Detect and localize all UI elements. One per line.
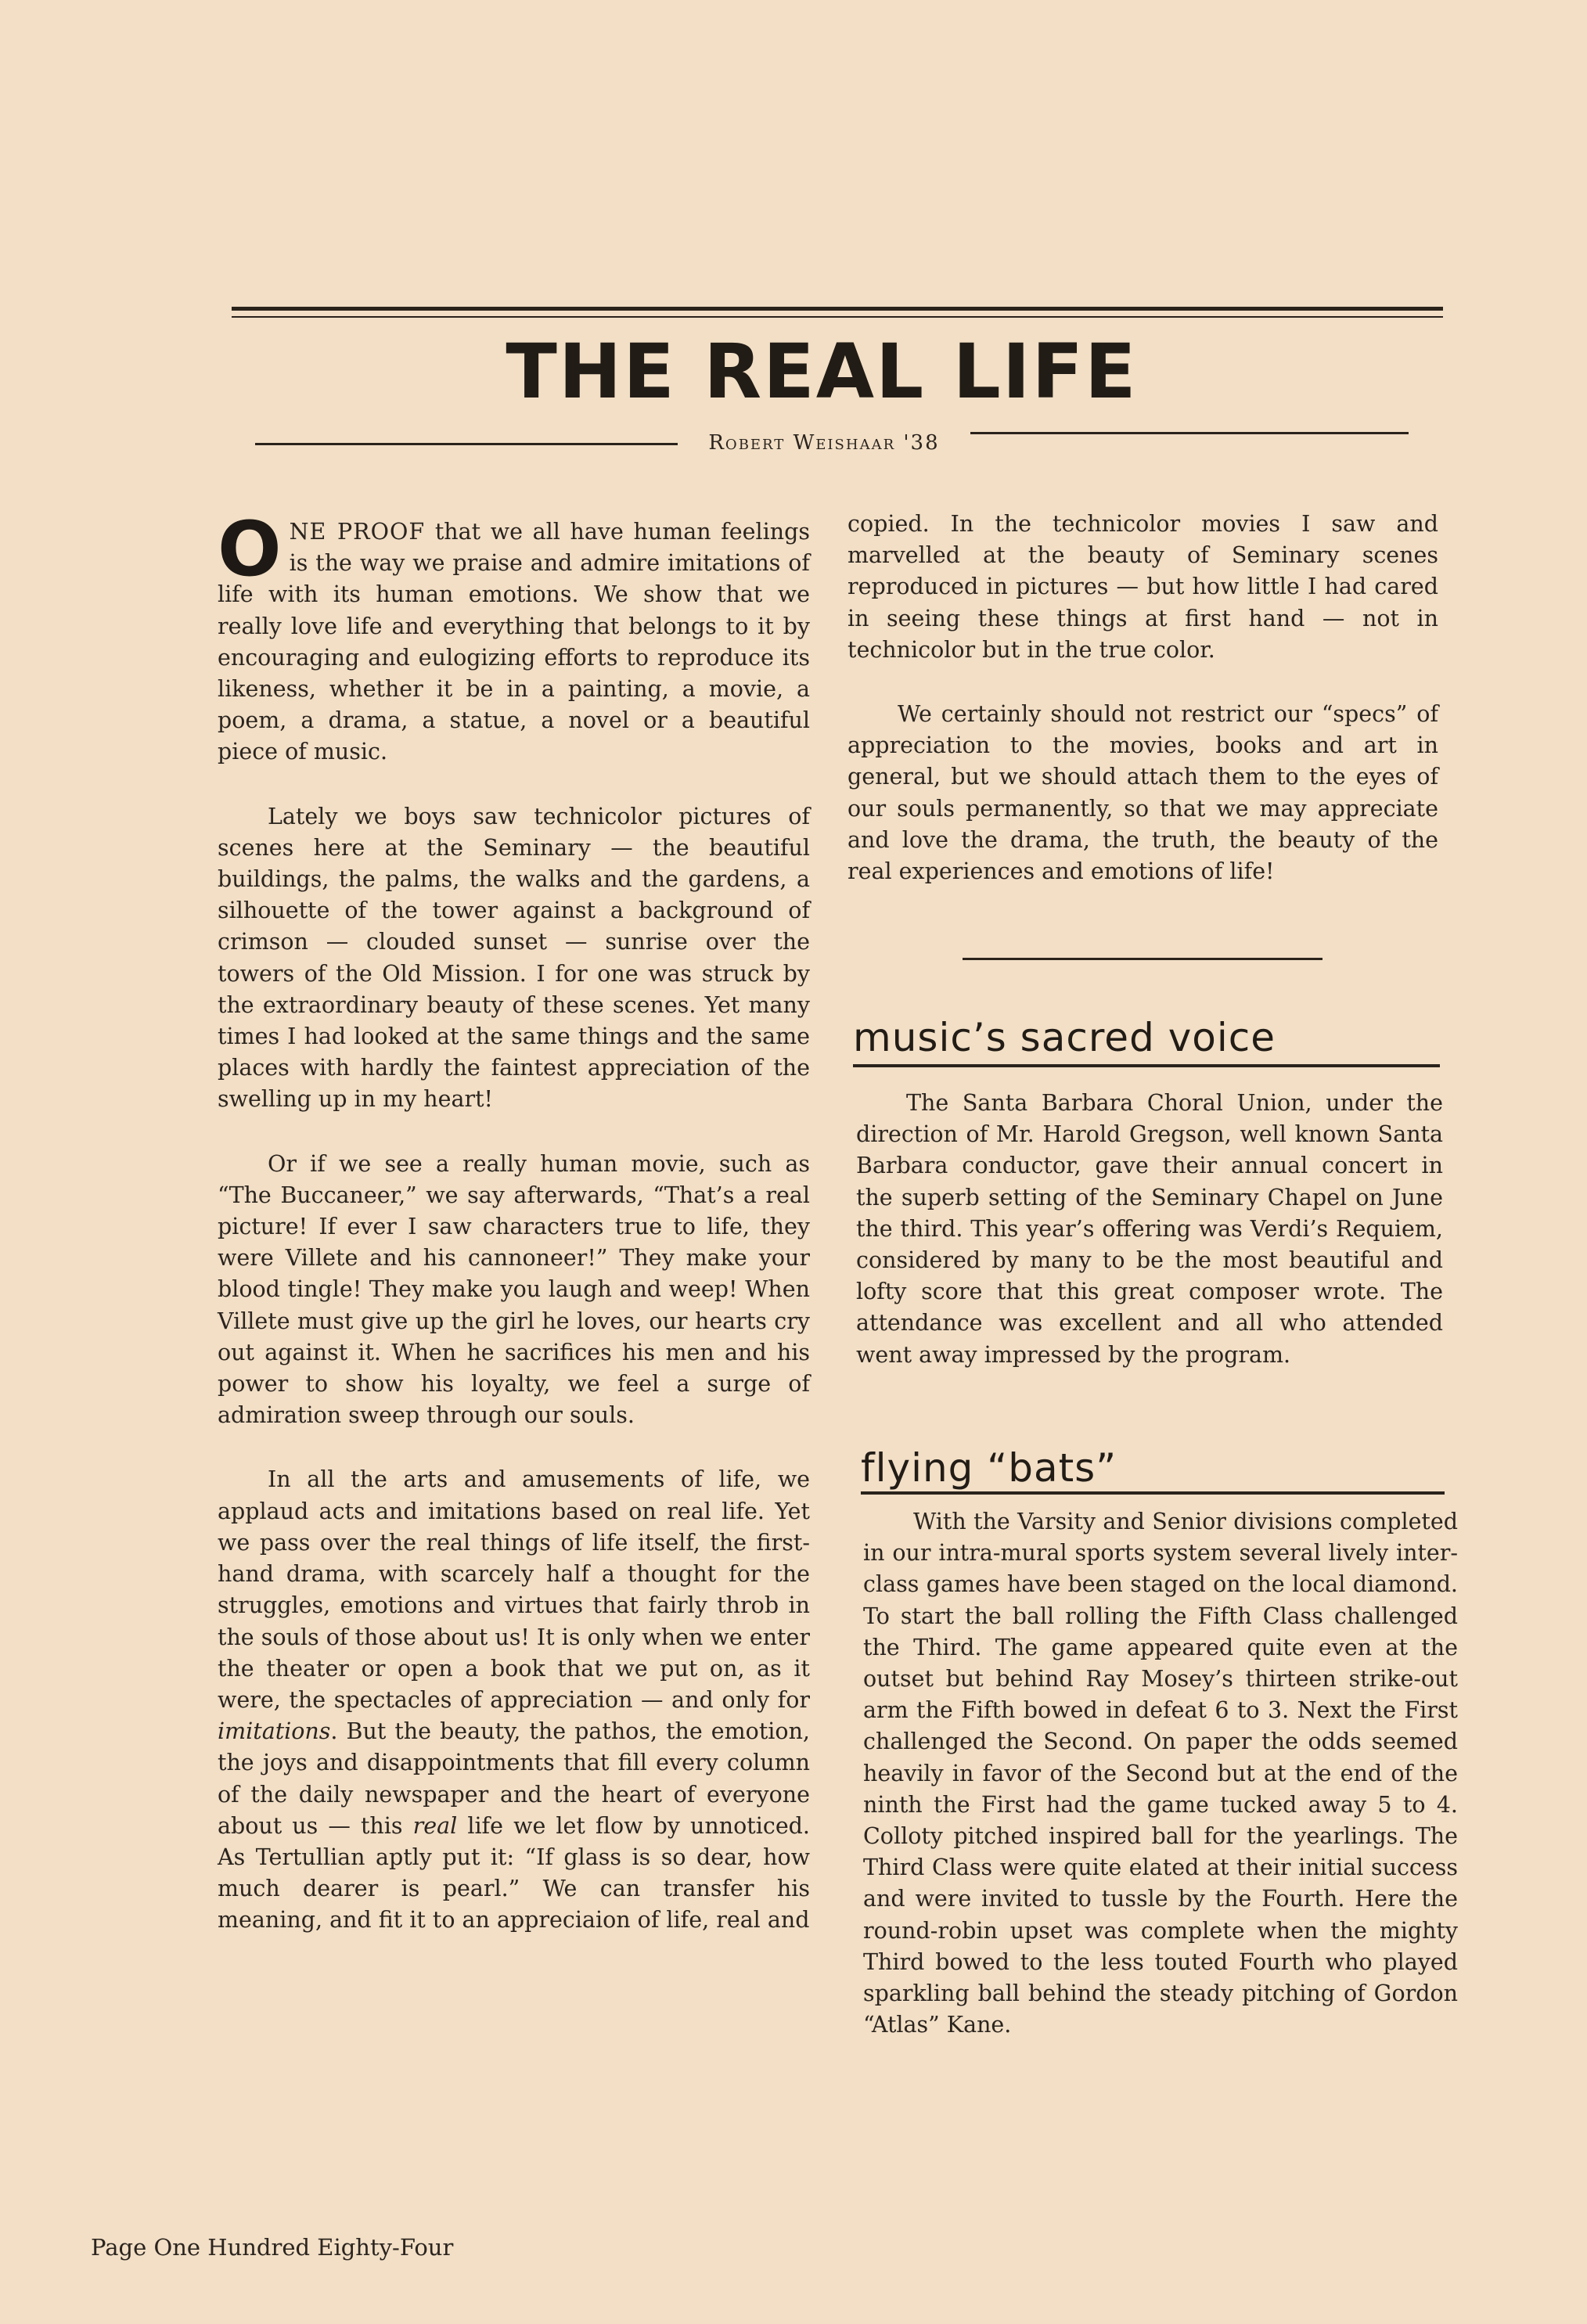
article-paragraph-3: Or if we see a really human movie, such as “The Buccaneer,” we say afterwards, “That’s a real picture! If ever I saw characters true to life, they were Villete and his cannoneer!” They make your blood tingle! They make you laugh and weep! When Villete must give up the girl he loves, our hearts cry out against it. When he sacrifices his men and his power to show his loyalty, we feel a surge of admiration sweep through our souls. xyxy=(218,1150,810,1429)
header-rule-bottom xyxy=(232,316,1443,318)
paragraph-text: . But the beauty, the pathos, the emotion, the joys and disappointments that fill every column of the daily newspaper and the heart of everyone about us — this xyxy=(218,1718,810,1839)
section-body-bats xyxy=(863,1506,1458,2041)
paragraph-text: that we all have human feelings is the way we praise and admire imitations of life with its human emotions. We show that we really love life and everything that belongs to it by encouraging and eulogizing efforts to reproduce its likeness, whether it be in a painting, a movie, a poem, a drama, a statue, a novel or a beautiful piece of music. xyxy=(218,519,810,765)
article-byline: Robert Weishaar '38 xyxy=(708,431,940,455)
article-paragraph-4 xyxy=(218,1464,810,1936)
byline-rule-left xyxy=(255,443,678,445)
header-rule-top xyxy=(232,307,1443,311)
article-end-divider xyxy=(963,958,1322,960)
paragraph-text: life we let flow by unnoticed. As Tertullian aptly put it: “If glass is so dear, how much dearer is pearl.” We can transfer his meaning, and fit it to an appreciaion of life, real and xyxy=(218,1812,810,1934)
article-column-left xyxy=(218,505,810,1937)
article-paragraph-2: Lately we boys saw technicolor pictures of scenes here at the Seminary — the beautiful buildings, the palms, the walks and the gardens, a silhouette of the tower against a background of crimson — clouded sunset — sunrise over the towers of the Old Mission. I for one was struck by the extraordinary beauty of these scenes. Yet many times I had looked at the same things and the same places with hardly the faintest appreciation of the swelling up in my heart! xyxy=(218,803,810,1113)
section-body-music xyxy=(856,1088,1443,1371)
article-column-right xyxy=(847,509,1438,887)
drop-cap: O xyxy=(218,505,282,593)
section-heading-bats: flying “bats” xyxy=(861,1445,1117,1491)
article-paragraph-6: We certainly should not restrict our “specs” of appreciation to the movies, books and art in general, but we should attach them to the eyes of our souls permanently, so that we may appreciate and love the drama, the truth, the beauty of the real experiences and emotions of life! xyxy=(847,701,1438,885)
article-paragraph-1 xyxy=(218,505,810,768)
article-paragraph-5: copied. In the technicolor movies I saw and marvelled at the beauty of Seminary scenes reproduced in pictures — but how little I had cared in seeing these things at first hand — not in technicolor but in the true color. xyxy=(847,511,1438,663)
section-rule-music xyxy=(853,1064,1440,1067)
emphasis-text: real xyxy=(412,1812,458,1839)
page-number-label: Page One Hundred Eighty-Four xyxy=(91,2234,454,2261)
bats-paragraph: With the Varsity and Senior divisions completed in our intra-mural sports system several lively inter-class games have been staged on the local diamond. To start the ball rolling the Fifth Class challenged the Third. The game appeared quite even at the outset but behind Ray Mosey’s thirteen strike-out arm the Fifth bowed in defeat 6 to 3. Next the First challenged the Second. On paper the odds seemed heavily in favor of the Second but at the end of the ninth the First had the game tucked away 5 to 4. Colloty pitched inspired ball for the yearlings. The Third Class were quite elated at their initial success and were invited to tussle by the Fourth. Here the round-robin upset was complete when the mighty Third bowed to the less touted Fourth who played sparkling ball behind the steady pitching of Gordon “Atlas” Kane. xyxy=(863,1509,1458,2038)
paragraph-text: In all the arts and amusements of life, we applaud acts and imitations based on real life. Yet we pass over the real things of life itself, the first-hand drama, with scarcely half a thought for the struggles, emotions and virtues that fairly throb in the souls of those about us! It is only when we enter the theater or open a book that we put on, as it were, the spectacles of appreciation — and only for xyxy=(218,1466,810,1713)
byline-rule-right xyxy=(970,432,1409,434)
article-title: THE REAL LIFE xyxy=(506,328,1138,416)
emphasis-text: imitations xyxy=(218,1718,331,1745)
opening-words: NE PROOF xyxy=(289,519,426,545)
section-rule-bats xyxy=(861,1491,1445,1495)
music-paragraph: The Santa Barbara Choral Union, under the direction of Mr. Harold Gregson, well known Santa Barbara conductor, gave their annual concert in the superb setting of the Seminary Chapel on June the third. This year’s offering was Verdi’s Requiem, considered by many to be the most beautiful and lofty score that this great composer wrote. The attendance was excellent and all who attended went away impressed by the program. xyxy=(856,1090,1443,1368)
section-heading-music: music’s sacred voice xyxy=(853,1015,1276,1060)
